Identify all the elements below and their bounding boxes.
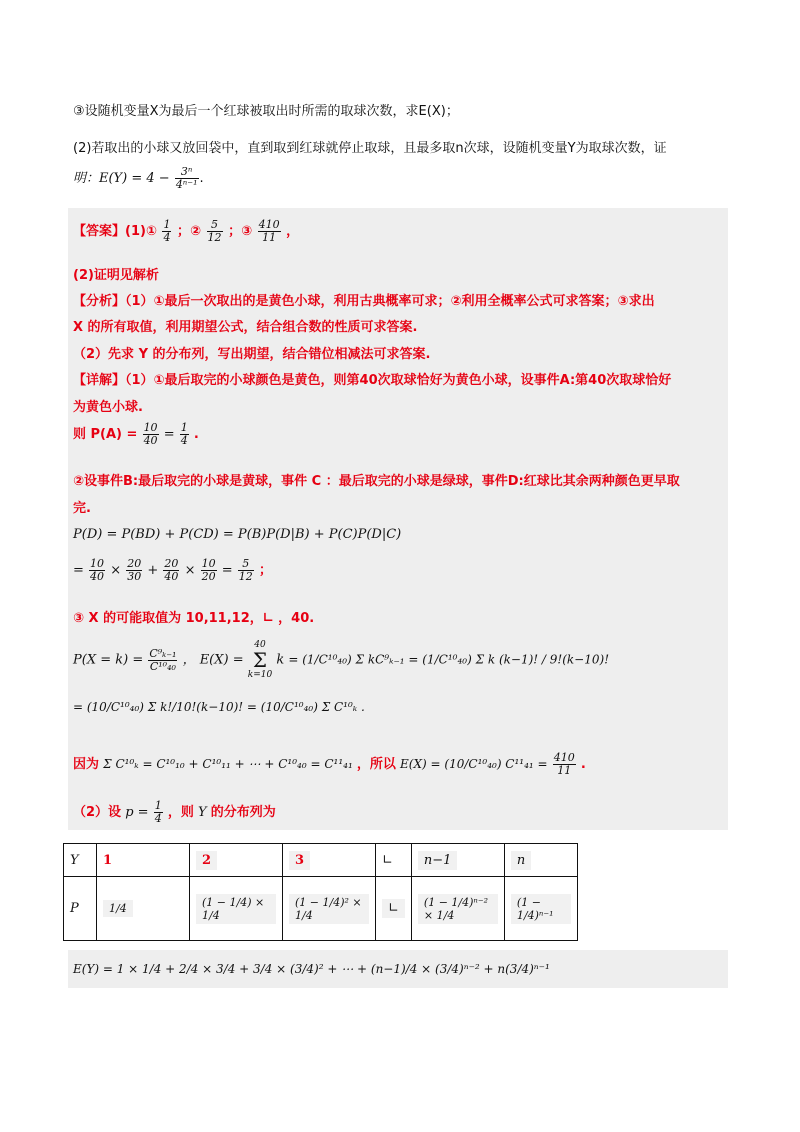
distribution-table [63, 843, 578, 941]
table-cell: ∟ [376, 844, 412, 877]
ex-simplified: = (10/C¹⁰₄₀) Σ k!/10!(k−10)! = (10/C¹⁰₄₀) Σ C¹⁰ₖ . [73, 700, 365, 714]
table-cell: 3 [283, 844, 376, 877]
ex-result: 因为 Σ C¹⁰ₖ = C¹⁰₁₀ + C¹⁰₁₁ + ⋯ + C¹⁰₄₀ = C¹¹₄₁ ，所以 E(X) = (10/C¹⁰₄₀) C¹¹₄₁ = $\frac{410}{11}$ . [73, 751, 586, 777]
question-fraction: $\frac{\text{3ⁿ}}{\text{4ⁿ⁻¹}}$ [175, 165, 198, 191]
ey-expansion: E(Y) = 1 × 1/4 + 2/4 × 3/4 + 3/4 × (3/4)² + ⋯ + (n−1)/4 × (3/4)ⁿ⁻² + n(3/4)ⁿ⁻¹ [73, 962, 550, 976]
table-header-y: Y [64, 844, 97, 877]
question-part2-line2: 明：E(Y) = 4 − $\frac{\text{3ⁿ}}{\text{4ⁿ⁻¹}}$ . [73, 165, 204, 191]
table-row [64, 844, 578, 877]
answer-line2: (2)证明见解析 [73, 268, 159, 283]
pd-formula: P(D) = P(BD) + P(CD) = P(B)P(D|B) + P(C)P(D|C) [73, 527, 402, 542]
table-cell: ∟ [376, 877, 412, 941]
question-part2-line1: (2)若取出的小球又放回袋中，直到取到红球就停止取球，且最多取n次球，设随机变量Y为取球次数，证 [73, 141, 667, 156]
detail-line8: ③ X 的可能取值为 10,11,12，∟ ，40. [73, 611, 315, 626]
analysis-line1: 【分析】（1）①最后一次取出的是黄色小球，利用古典概率可求；②利用全概率公式可求答案；③求出 [73, 294, 655, 309]
table-cell: (1 − 1/4) × 1/4 [190, 877, 283, 941]
pd-calculation: = $\frac{10}{40}$ × $\frac{20}{30}$ + $\frac{20}{40}$ × $\frac{10}{20}$ = $\frac{5}{12}$ ； [73, 557, 272, 583]
detail-line1: 【详解】（1）①最后取完的小球颜色是黄色，则第40次取球恰好为黄色小球，设事件A:第40次取球恰好 [73, 373, 672, 388]
table-cell: (1 − 1/4)ⁿ⁻¹ [504, 877, 577, 941]
analysis-line2: X 的所有取值，利用期望公式，结合组合数的性质可求答案. [73, 320, 418, 335]
detail-line4: ②设事件B:最后取完的小球是黄球，事件 C ：最后取完的小球是绿球，事件D:红球比其余两种颜色更早取 [73, 474, 680, 489]
table-cell: 2 [190, 844, 283, 877]
table-cell: n−1 [411, 844, 504, 877]
question-part3: ③设随机变量X为最后一个红球被取出时所需的取球次数，求E(X)； [73, 104, 459, 119]
detail-line5: 完. [73, 501, 91, 516]
table-cell: 1 [97, 844, 190, 877]
pa-formula: 则 P(A) = $\frac{10}{40}$ = $\frac{1}{4}$ . [73, 421, 199, 447]
detail-line2: 为黄色小球. [73, 400, 143, 415]
ex-formula: P(X = k) = $\frac{\text{C⁹ₖ₋₁}}{\text{C¹⁰₄₀}}$ ， E(X) = 40 Σ k=10 k = (1/C¹⁰₄₀) Σ kC⁹ₖ₋₁ = (1/C¹⁰₄₀) Σ k (k−1)! / 9!(k−10)! [73, 640, 610, 680]
table-cell: 1/4 [97, 877, 190, 941]
answer-line: 【答案】(1)① $\frac{1}{4}$ ；② $\frac{5}{12}$ ；③ $\frac{410}{11}$ ， [73, 218, 300, 244]
table-header-p: P [64, 877, 97, 941]
analysis-line3: （2）先求 Y 的分布列，写出期望，结合错位相减法可求答案. [73, 347, 431, 362]
table-cell: n [504, 844, 577, 877]
part2-setup: （2）设 p = $\frac{1}{4}$ ，则 Y 的分布列为 [73, 799, 276, 825]
ey-formula-prefix: 明：E(Y) = 4 − [73, 171, 170, 186]
table-cell: (1 − 1/4)² × 1/4 [283, 877, 376, 941]
table-row [64, 877, 578, 941]
table-cell: (1 − 1/4)ⁿ⁻² × 1/4 [411, 877, 504, 941]
